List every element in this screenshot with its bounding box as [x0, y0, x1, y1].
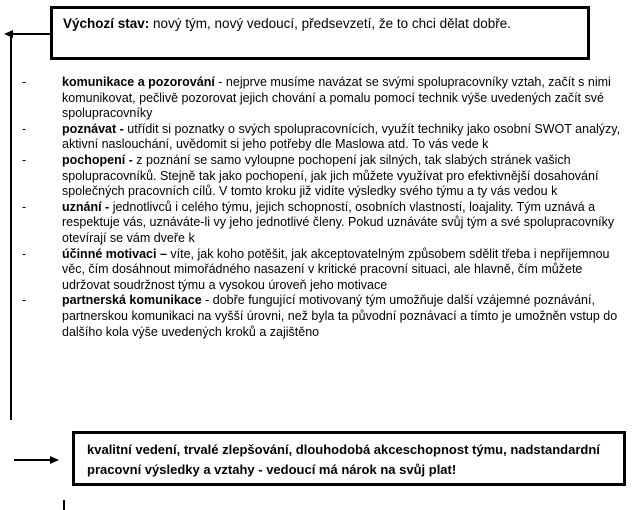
list-item — [22, 153, 622, 200]
step-title: pochopení - — [62, 152, 133, 167]
step-title: poznávat - — [62, 121, 124, 136]
start-state-text: nový tým, nový vedoucí, předsevzetí, že to chci dělat dobře. — [149, 16, 511, 31]
step-text: utřídit si poznatky o svých spolupracovnících, využít techniky jako osobní SWOT analýzy, aktivní naslouchání, uvědomit si jeho potřeby dle Maslowa atd. To vás vede k — [62, 121, 621, 152]
arrow-to-result-line — [14, 459, 52, 461]
step-title: partnerská komunikace — [62, 293, 202, 308]
step-text: víte, jak koho potěšit, jak akceptovatelným způsobem sdělit třeba i nepříjemnou věc, čím dosáhnout mimořádného nasazení v kritické pracovní situaci, ale hlavně, čím můžete udržovat soudržnost týmu a vysokou úroveň jeho motivace — [62, 246, 610, 292]
list-item — [22, 293, 622, 340]
result-box — [72, 431, 626, 486]
step-title: uznání - — [62, 199, 110, 214]
list-item — [22, 200, 622, 247]
list-bullet: - — [22, 246, 27, 261]
cycle-line-top — [12, 33, 50, 35]
list-bullet: - — [22, 152, 27, 167]
list-bullet: - — [22, 121, 27, 136]
step-text: jednotlivců i celého týmu, jejich schopností, osobních vlastností, loajality. Tým uznává a respektuje vás, uznáváte-li vy jeho jednotlivé členy. Pokud uznáváte svůj tým a své spolupracovníky otevírají se vám dveře k — [62, 199, 615, 245]
list-item — [22, 75, 622, 122]
arrow-into-start-icon — [4, 30, 13, 38]
result-text: kvalitní vedení, trvalé zlepšování, dlouhodobá akceschopnost týmu, nadstandardní pracovní výsledky a vztahy - vedoucí má nárok na svůj plat! — [87, 442, 600, 477]
step-text: z poznání se samo vyloupne pochopení jak silných, tak slabých stránek vašich spolupracovníků. Stejně tak jako pochopení, jak jich můžete využívat pro efektivnější dosahování společných pracovních cílů. V tomto kroku již vidíte výsledky svého týmu a ty vás vedou k — [62, 152, 599, 199]
step-text: - nejprve musíme navázat se svými spolupracovníky vztah, začít s nimi komunikovat, pečlivě pozorovat jejich chování a pomalu pomocí technik výše uvedených začít své spolupracovníky — [62, 75, 611, 121]
list-bullet: - — [22, 293, 27, 308]
step-title: komunikace a pozorování — [62, 75, 215, 89]
bottom-tick-mark — [63, 500, 65, 510]
arrow-to-result-icon — [50, 456, 59, 464]
start-state-label: Výchozí stav: — [63, 16, 150, 31]
list-bullet: - — [22, 75, 27, 89]
cycle-line-vertical — [10, 33, 12, 420]
list-item — [22, 122, 622, 153]
step-title: účinné motivaci – — [62, 246, 167, 261]
step-text: - dobře fungující motivovaný tým umožňuje další vzájemné poznávání, partnerskou komunikaci na vyšší úrovni, než byla ta původní poznávací a tímto je umožněn vstup do dalšího kola výše uvedených kroků a zajištěno — [62, 293, 618, 339]
list-bullet: - — [22, 199, 27, 214]
steps-list — [22, 75, 622, 340]
start-state-box — [50, 6, 590, 60]
list-item — [22, 247, 622, 294]
